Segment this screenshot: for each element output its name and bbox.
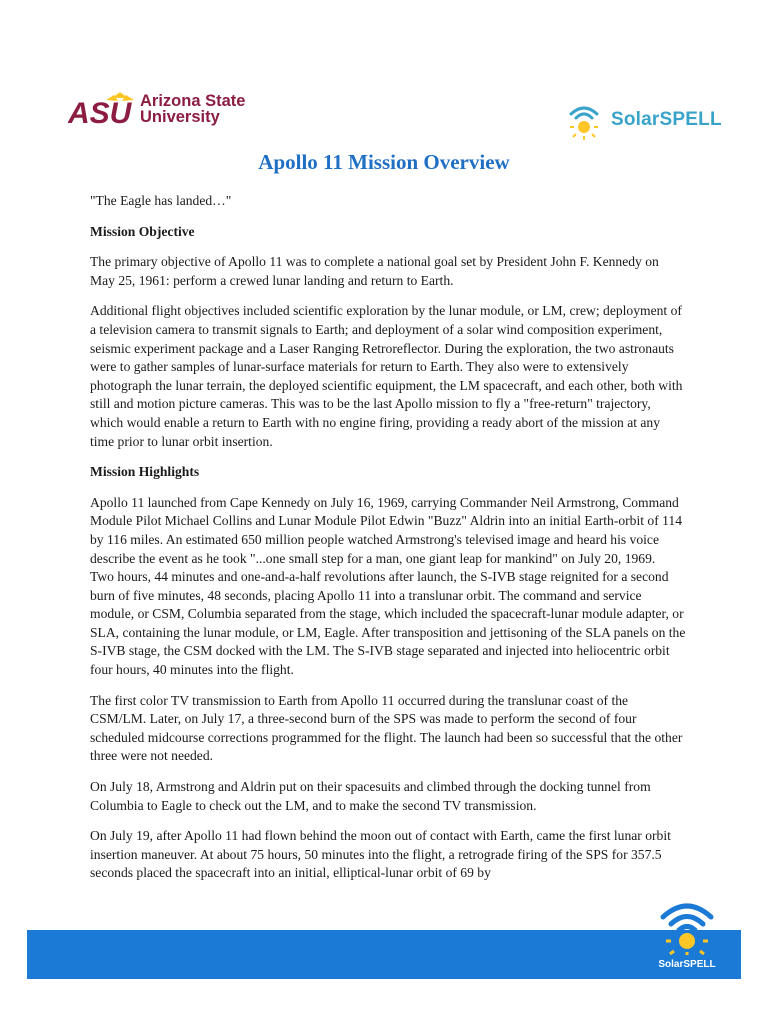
asu-logo bbox=[68, 92, 245, 126]
footer-solarspell-wordmark: SolarSPELL bbox=[658, 959, 716, 970]
document-title: Apollo 11 Mission Overview bbox=[258, 150, 510, 174]
paragraph-translunar: Two hours, 44 minutes and one-and-a-half revolutions after launch, the S-IVB stage reignited for a second burn of five minutes, 48 seconds, placing Apollo 11 into a translunar orbit. The command and service module, or CSM, Columbia separated from the stage, which included the spacecraft-lunar module adapter, or SLA, containing the lunar module, or LM, Eagle. After transposition and jettisoning of the SLA panels on the S-IVB stage, the CSM docked with the LM. The S-IVB stage separated and injected into heliocentric orbit four hours, 40 minutes into the flight. bbox=[90, 569, 686, 678]
footer-wifi-sun-icon bbox=[657, 897, 717, 955]
asu-name-line1: Arizona State bbox=[140, 92, 246, 110]
asu-mark-text: ASU bbox=[68, 97, 132, 126]
solar-wifi-sun-icon bbox=[563, 100, 605, 140]
paragraph-tv-transmission: The first color TV transmission to Earth from Apollo 11 occurred during the translunar coast of the CSM/LM. Later, on July 17, a three-second burn of the SPS was made to perform the second of four scheduled midcourse corrections programmed for the flight. The launch had been so successful that the other three were not needed. bbox=[90, 692, 683, 764]
solarspell-logo bbox=[563, 100, 722, 140]
paragraph-july-19: On July 19, after Apollo 11 had flown behind the moon out of contact with Earth, came the first lunar orbit insertion maneuver. At about 75 hours, 50 minutes into the flight, a retrograde firing of the SPS for 357.5 seconds placed the spacecraft into an initial, elliptical-lunar orbit of 69 by bbox=[90, 828, 671, 881]
solarspell-wordmark: SolarSPELL bbox=[611, 109, 722, 130]
paragraph-launch: Apollo 11 launched from Cape Kennedy on July 16, 1969, carrying Commander Neil Armstrong, Command Module Pilot Michael Collins and Lunar Module Pilot Edwin "Buzz" Aldrin into an initial Earth-orbit of 114 by 116 miles. An estimated 650 million people watched Armstrong's televised image and heard his voice describe the event as he took "...one small step for a man, one giant leap for mankind" on July 20, 1969. bbox=[90, 494, 683, 566]
asu-name-line2: University bbox=[140, 108, 220, 126]
opening-quote: "The Eagle has landed…" bbox=[90, 193, 232, 208]
asu-wordmark bbox=[140, 93, 245, 125]
footer-band bbox=[27, 930, 741, 979]
section-heading-objective: Mission Objective bbox=[90, 223, 195, 239]
paragraph-july-18: On July 18, Armstrong and Aldrin put on their spacesuits and climbed through the docking tunnel from Columbia to Eagle to check out the LM, and to make the second TV transmission. bbox=[90, 779, 651, 813]
asu-mark-icon bbox=[68, 92, 134, 126]
section-heading-highlights: Mission Highlights bbox=[90, 464, 200, 480]
paragraph-additional-objectives: Additional flight objectives included scientific exploration by the lunar module, or LM, crew; deployment of a television camera to transmit signals to Earth; and deployment of a solar wind composition experiment, seismic experiment package and a Laser Ranging Retroreflector. During the exploration, the two astronauts were to gather samples of lunar-surface materials for return to Earth. They also were to extensively photograph the lunar terrain, the deployed scientific equipment, the LM spacecraft, and each other, both with still and motion picture cameras. This was to be the last Apollo mission to fly a "free-return" trajectory, which would enable a return to Earth with no engine firing, providing a ready abort of the mission at any time prior to lunar orbit insertion. bbox=[90, 303, 683, 449]
paragraph-objective: The primary objective of Apollo 11 was to complete a national goal set by President John F. Kennedy on May 25, 1961: perform a crewed lunar landing and return to Earth. bbox=[90, 254, 659, 288]
footer-solarspell-logo bbox=[652, 897, 722, 977]
document-body bbox=[90, 192, 686, 895]
